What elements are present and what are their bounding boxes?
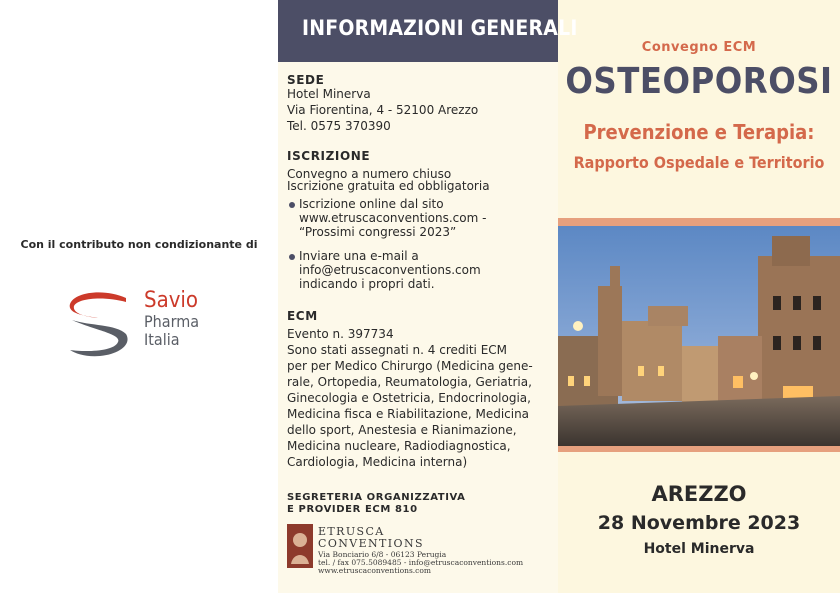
savio-logo-word: Savio	[144, 288, 199, 313]
bullet-icon	[289, 254, 295, 260]
bullet-line: Inviare una e-mail a	[299, 249, 419, 263]
ecm-line: Medicina nucleare, Radiodiagnostica,	[287, 439, 511, 453]
bullet-line: “Prossimi congressi 2023”	[299, 225, 457, 239]
cover-subtitle-2: Rapporto Ospedale e Territorio	[573, 153, 825, 172]
etrusca-name: CONVENTIONS	[318, 537, 424, 550]
ecm-line: Evento n. 397734	[287, 327, 394, 341]
convegno-kicker: Convegno ECM	[641, 40, 757, 55]
ecm-line: Cardiologia, Medicina interna)	[287, 455, 468, 469]
sede-line: Hotel Minerva	[287, 87, 371, 101]
event-city: AREZZO	[651, 482, 747, 506]
etrusca-website: www.etruscaconventions.com	[318, 566, 432, 575]
ecm-line: dello sport, Anestesia e Rianimazione,	[287, 423, 517, 437]
piazza-photo	[558, 226, 840, 446]
sponsor-intro: Con il contributo non condizionante di	[20, 238, 258, 251]
etrusca-address: Via Bonciario 6/8 - 06123 Perugia	[318, 550, 447, 559]
segreteria-title: E PROVIDER ECM 810	[287, 504, 418, 515]
ecm-line: Ginecologia e Ostetricia, Endocrinologia,	[287, 391, 531, 405]
etrusca-contacts: tel. / fax 075.5089485 - info@etruscaconventions.com	[318, 558, 524, 567]
sede-line: Via Fiorentina, 4 - 52100 Arezzo	[287, 103, 479, 117]
sede-title: SEDE	[287, 73, 325, 87]
event-venue: Hotel Minerva	[643, 541, 755, 557]
etrusca-name: ETRUSCA	[318, 525, 385, 538]
savio-logo-icon	[64, 290, 136, 360]
iscrizione-line: Iscrizione gratuita ed obbligatoria	[287, 179, 490, 193]
ecm-title: ECM	[287, 309, 318, 323]
info-header-title: INFORMAZIONI GENERALI	[302, 16, 578, 40]
savio-logo	[64, 290, 234, 360]
bullet-icon	[289, 202, 295, 208]
cover-subtitle-1: Prevenzione e Terapia:	[583, 120, 815, 144]
segreteria-title: SEGRETERIA ORGANIZZATIVA	[287, 492, 466, 503]
ecm-line: per per Medico Chirurgo (Medicina gene-	[287, 359, 533, 373]
pharma-logo-word: Pharma	[144, 312, 200, 331]
ecm-line: Medicina fisca e Riabilitazione, Medicina	[287, 407, 530, 421]
iscrizione-title: ISCRIZIONE	[287, 149, 371, 163]
cover-title: OSTEOPOROSI	[565, 61, 833, 102]
info-header-bar	[278, 0, 578, 62]
etrusca-logo-icon	[287, 524, 313, 568]
bullet-line: Iscrizione online dal sito	[299, 197, 444, 211]
bullet-line: info@etruscaconventions.com	[299, 263, 481, 277]
event-date: 28 Novembre 2023	[597, 512, 801, 534]
ecm-line: rale, Ortopedia, Reumatologia, Geriatria,	[287, 375, 532, 389]
bullet-line: www.etruscaconventions.com -	[299, 211, 487, 225]
iscrizione-line: Convegno a numero chiuso	[287, 167, 452, 181]
bullet-line: indicando i propri dati.	[299, 277, 435, 291]
italia-logo-word: Italia	[144, 330, 180, 349]
ecm-line: Sono stati assegnati n. 4 crediti ECM	[287, 343, 508, 357]
sede-line: Tel. 0575 370390	[287, 119, 391, 133]
